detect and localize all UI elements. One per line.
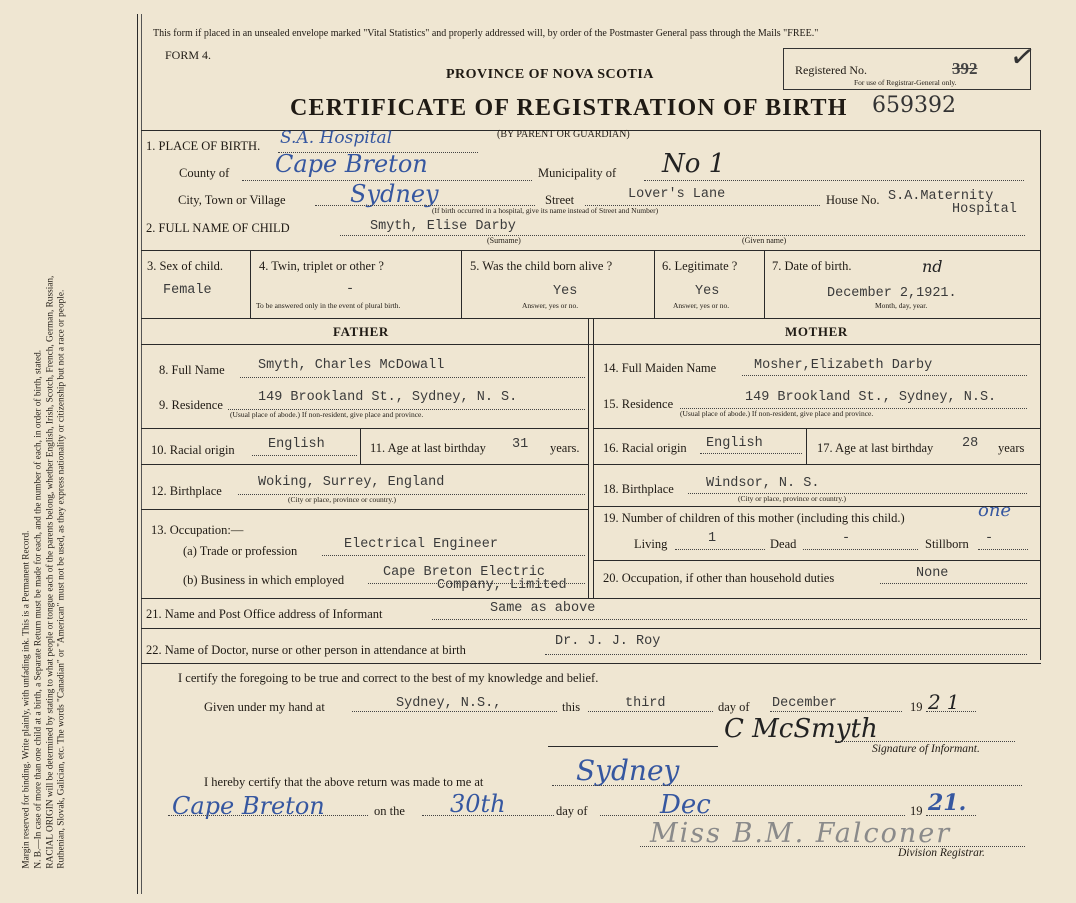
father-birthplace-note: (City or place, province or country.) [288,495,397,504]
father-heading: FATHER [333,324,389,339]
hospital-note: (If birth occurred in a hospital, give its name instead of Street and Number) [432,206,659,215]
doctor-label: 22. Name of Doctor, nurse or other person in attendance at birth [146,643,466,657]
given-label: Given under my hand at [204,700,325,714]
given-place: Sydney, N.S., [396,696,502,711]
field-line [552,785,1022,786]
field-line [675,549,765,550]
document-title: CERTIFICATE OF REGISTRATION OF BIRTH [290,95,848,121]
field-line [432,619,1027,620]
margin-note-4: Ruthenian, Slovak, Galician, etc. The words "Canadian" or "American" must not be used, as they express nationality or citizenship but not a race or people. [56,289,67,869]
margin-note-3: RACIAL ORIGIN will be determined by stating to what people or tongue each of the parents belong, whether English, Irish, Scotch, French, German, Russian, [45,275,55,869]
divider [593,318,594,598]
check-mark: ✓ [1007,38,1038,77]
surname-note: (Surname) [487,236,521,245]
county-label: County of [179,166,230,180]
legitimate-note: Answer, yes or no. [673,301,730,310]
house-label: House No. [826,193,880,207]
registrar-statement: I hereby certify that the above return was made to me at [204,775,484,789]
registrar-county: Cape Breton [172,792,325,820]
margin-rule-inner [141,14,142,894]
divider [141,509,588,510]
mother-children-value: one [978,500,1012,521]
registrar-signature: Miss B.M. Falconer [650,818,952,849]
mother-name-value: Mosher,Elizabeth Darby [754,358,933,373]
mother-birthplace-label: 18. Birthplace [603,482,674,496]
dob-label: 7. Date of birth. [772,259,852,273]
street-value: Lover's Lane [628,187,726,202]
registrar-day-label: day of [556,804,588,818]
divider [461,250,462,318]
municipality-label: Municipality of [538,166,617,180]
house-value-2: Hospital [952,202,1017,217]
field-line [978,549,1028,550]
divider [141,428,588,429]
alive-label: 5. Was the child born alive ? [470,259,613,273]
father-name-value: Smyth, Charles McDowall [258,358,445,373]
certify-year: 21 [928,690,966,714]
father-trade-value: Electrical Engineer [344,537,498,552]
sex-value: Female [163,283,212,298]
field-line [803,549,918,550]
divider [141,464,588,465]
informant-value: Same as above [490,601,596,616]
registrar-caption: Division Registrar. [898,847,985,859]
mother-birthplace-value: Windsor, N. S. [706,476,820,491]
divider [141,318,1041,319]
field-line [322,555,585,556]
divider [806,428,807,464]
stillborn-value: - [985,531,994,546]
father-occupation-label: 13. Occupation:— [151,523,244,537]
title-number: 659392 [872,93,956,118]
registrar-on-label: on the [374,804,405,818]
divider [593,506,1040,507]
field-line [588,711,713,712]
field-line [352,711,557,712]
mother-birthplace-note: (City or place, province or country.) [738,494,847,503]
field-line [168,815,368,816]
father-residence-label: 9. Residence [159,398,223,412]
living-label: Living [634,537,668,551]
mother-age-label: 17. Age at last birthday [817,441,934,455]
field-line [340,235,1025,236]
mother-race-value: English [706,436,763,451]
certify-day-label: day of [718,700,750,714]
living-value: 1 [708,531,717,546]
margin-note-2: N. B.—In case of more than one child at a birth, a Separate Return must be made for each, and the number of each, in order of birth, stated. [33,349,44,869]
field-line [368,583,585,584]
dead-value: - [842,531,851,546]
mother-age-unit: years [998,441,1025,455]
registrar-month: Dec [660,790,711,820]
right-rule [1040,130,1041,660]
divider [654,250,655,318]
father-name-label: 8. Full Name [159,363,225,377]
informant-signature: C McSmyth [724,714,878,744]
father-birthplace-value: Woking, Surrey, England [258,475,445,490]
twin-label: 4. Twin, triplet or other ? [259,259,384,273]
margin-rule [137,14,138,894]
registrar-place: Sydney [576,754,680,787]
divider [141,628,1041,629]
field-line [422,815,554,816]
registered-number: 392 [952,59,978,78]
divider [593,428,1040,429]
county-value: Cape Breton [275,150,428,178]
by-parent-note: (BY PARENT OR GUARDIAN) [497,129,630,140]
twin-value: - [346,282,355,297]
registered-note: For use of Registrar-General only. [854,78,957,87]
divider [141,663,1041,664]
province: PROVINCE OF NOVA SCOTIA [446,67,654,82]
house-value: S.A.Maternity [888,189,994,204]
divider [588,318,589,598]
sex-label: 3. Sex of child. [147,259,224,273]
registrar-year: 21. [928,790,967,816]
father-residence-value: 149 Brookland St., Sydney, N. S. [258,390,518,405]
legitimate-value: Yes [695,284,720,299]
father-business-value-2: Company, Limited [437,578,567,593]
mother-residence-value: 149 Brookland St., Sydney, N.S. [745,390,997,405]
stillborn-label: Stillborn [925,537,969,551]
place-of-birth-value: S.A. Hospital [280,128,393,148]
margin-note-1: Margin reserved for binding. Write plainly, with unfading ink. This is a Permanent Record. [21,530,32,869]
father-business-label: (b) Business in which employed [183,573,345,587]
certify-day: third [625,696,666,711]
divider [593,560,1040,561]
registered-label: Registered No. [795,63,867,77]
place-of-birth-label: 1. PLACE OF BIRTH. [146,139,261,153]
field-line [742,375,1027,376]
field-line [700,453,802,454]
child-name-label: 2. FULL NAME OF CHILD [146,221,290,235]
doctor-value: Dr. J. J. Roy [555,634,661,649]
mother-children-label: 19. Number of children of this mother (including this child.) [603,511,905,525]
postal-notice: This form if placed in an unsealed envelope marked "Vital Statistics" and properly addressed will, by order of the Postmaster General pass through the Mails "FREE." [153,28,819,39]
father-age-label: 11. Age at last birthday [370,441,486,455]
dead-label: Dead [770,537,797,551]
father-age-unit: years. [550,441,580,455]
field-line [835,741,1015,742]
divider [360,428,361,464]
alive-value: Yes [553,284,578,299]
father-race-label: 10. Racial origin [151,443,235,457]
registrar-year-prefix: 19 [910,804,923,818]
mother-residence-note: (Usual place of abode.) If non-resident, give place and province. [680,409,874,418]
child-name-value: Smyth, Elise Darby [370,219,516,234]
registrar-day: 30th [450,790,506,818]
divider [548,746,718,747]
city-value: Sydney [350,180,439,208]
street-label: Street [545,193,575,207]
field-line [240,377,585,378]
mother-occupation-label: 20. Occupation, if other than household duties [603,571,835,585]
informant-signature-caption: Signature of Informant. [872,743,980,755]
father-age-value: 31 [512,437,529,452]
father-trade-label: (a) Trade or profession [183,544,298,558]
field-line [545,654,1027,655]
mother-race-label: 16. Racial origin [603,441,687,455]
field-line [252,455,357,456]
mother-name-label: 14. Full Maiden Name [603,361,717,375]
informant-label: 21. Name and Post Office address of Informant [146,607,383,621]
margin-notes [21,59,68,869]
legitimate-label: 6. Legitimate ? [662,259,738,273]
father-race-value: English [268,437,325,452]
divider [141,598,1041,599]
father-residence-note: (Usual place of abode.) If non-resident, give place and province. [230,410,424,419]
municipality-value: No 1 [662,149,726,179]
divider [764,250,765,318]
mother-heading: MOTHER [785,324,848,339]
field-line [600,815,905,816]
mother-occupation-value: None [916,566,949,581]
given-name-note: (Given name) [742,236,787,245]
twin-note: To be answered only in the event of plural birth. [256,301,401,310]
father-business-value: Cape Breton Electric [383,565,546,580]
dob-note: Month, day, year. [875,301,928,310]
field-line [926,815,976,816]
dob-handwritten: nd [922,257,943,276]
field-line [770,711,902,712]
divider [141,250,1041,251]
city-label: City, Town or Village [178,193,286,207]
form-number: FORM 4. [165,48,212,62]
divider [593,464,1040,465]
divider [141,344,1041,345]
field-line [644,180,1024,181]
field-line [926,711,976,712]
certify-year-prefix: 19 [910,700,923,714]
field-line [880,583,1027,584]
mother-age-value: 28 [962,436,979,451]
certify-month: December [772,696,837,711]
dob-value: December 2,1921. [827,286,957,301]
divider [250,250,251,318]
this-label: this [562,700,581,714]
alive-note: Answer, yes or no. [522,301,579,310]
father-birthplace-label: 12. Birthplace [151,484,222,498]
registered-box [783,48,1031,90]
mother-residence-label: 15. Residence [603,397,674,411]
certify-statement: I certify the foregoing to be true and correct to the best of my knowledge and belief. [178,671,599,685]
